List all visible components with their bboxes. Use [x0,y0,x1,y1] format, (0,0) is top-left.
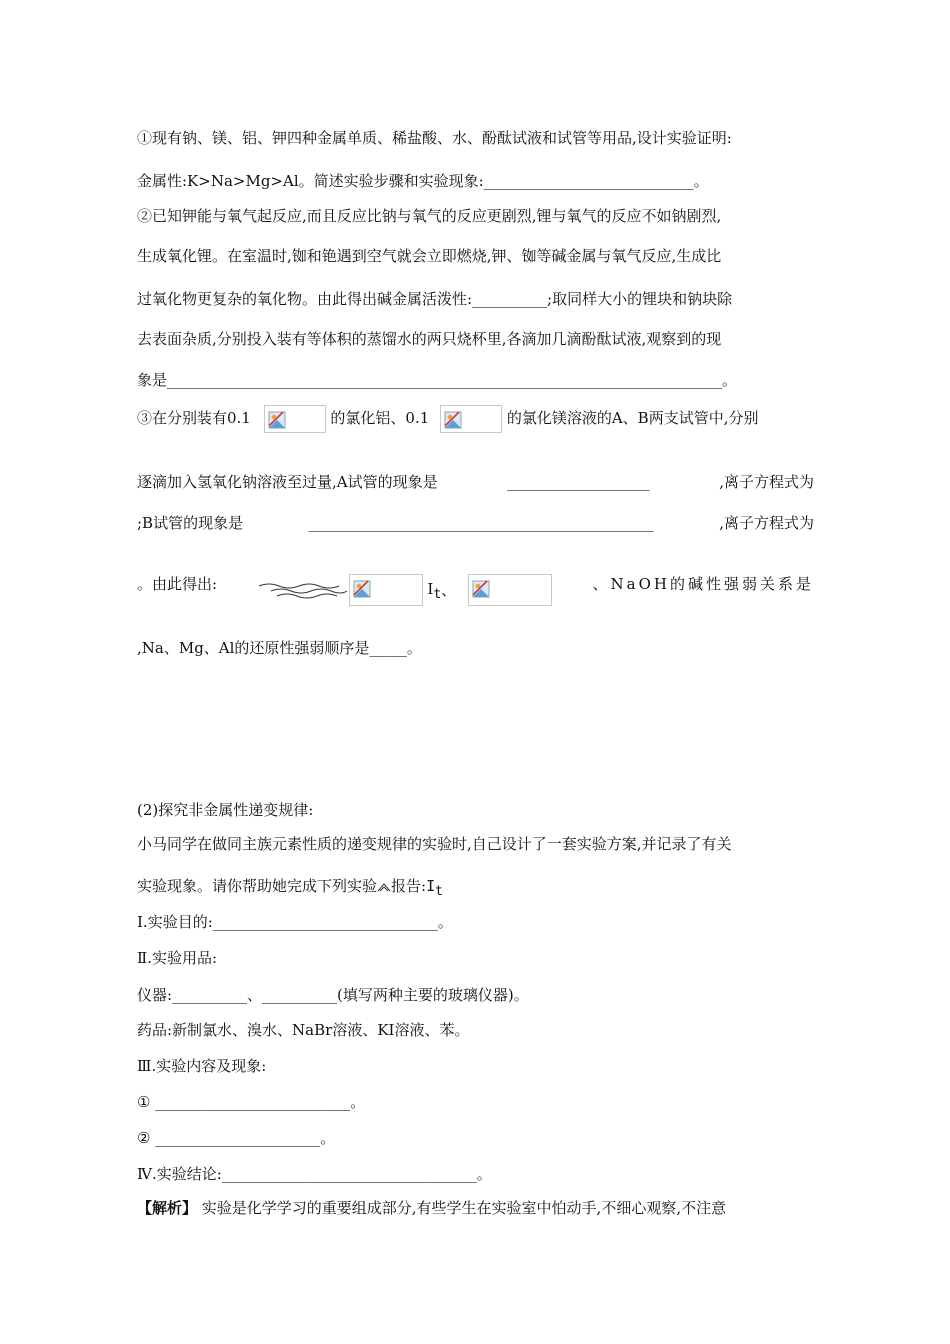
analysis-line [137,1198,726,1218]
q3-line4: 。由此得出: It 、 、NaOH的碱性强弱关系是 [137,574,814,606]
q3-text-a: ③在分别装有0.1 [137,409,251,427]
q2-line2: 生成氧化锂。在室温时,铷和铯遇到空气就会立即燃烧,钾、铷等碱金属与氧气反应,生成比 [137,247,722,265]
q3-line4-a: 。由此得出: [137,575,218,593]
q2-line4: 去表面杂质,分别投入装有等体积的蒸馏水的两只烧杯里,各滴加几滴酚酞试液,观察到的现 [137,330,722,348]
experiment-supplies: Ⅱ.实验用品: [137,949,218,967]
q3-line3 [137,513,814,533]
experiment-instruments: 仪器:__________、__________(填写两种主要的玻璃仪器)。 [137,986,529,1004]
experiment-conclusion: Ⅳ.实验结论:__________________________________。 [137,1165,492,1183]
intro-line2-a: 实验现象。请你帮助她完成下列实验 [137,877,378,895]
q3-line2-blank: ___________________ [507,473,650,491]
intro-line2: 实验现象。请你帮助她完成下列实验 报告:It [137,877,443,899]
q3-text-b: 的氯化铝、0.1 [330,409,430,427]
q3-line3-blank: ______________________________________________ [308,514,654,532]
experiment-reagents: 药品:新制氯水、溴水、NaBr溶液、KI溶液、苯。 [137,1021,470,1039]
q3-line1 [137,405,758,433]
broken-image-icon [264,405,326,433]
q3-line4-b: 、 [441,581,457,599]
intro-line2-b: 报告: [391,877,427,895]
broken-image-icon [349,574,423,606]
q2-line5: 象是__________________________________________________________________________。 [137,371,738,389]
q1-line1: ①现有钠、镁、铝、钾四种金属单质、稀盐酸、水、酚酞试液和试管等用品,设计实验证明: [137,129,732,147]
q3-line3-a: ;B试管的现象是 [137,514,244,532]
subscript-t: t [435,884,443,899]
caret-mark-icon [377,882,391,892]
q3-line2-b: ,离子方程式为 [719,473,814,491]
broken-image-icon [468,574,552,606]
q3-text-c: 的氯化镁溶液的A、B两支试管中,分别 [506,409,759,427]
broken-image-icon [440,405,502,433]
q3-line2 [137,472,814,492]
q3-line2-a: 逐滴加入氢氧化钠溶液至过量,A试管的现象是 [137,473,438,491]
q3-line3-b: ,离子方程式为 [719,514,814,532]
experiment-purpose: Ⅰ.实验目的:______________________________。 [137,913,453,931]
subscript-t: t [433,587,442,602]
q2-line3: 过氧化物更复杂的氧化物。由此得出碱金属活泼性:__________;取同样大小的锂块和钠块除 [137,290,733,308]
analysis-label: 【解析】 [137,1199,198,1217]
q3-line4-c: 、NaOH的碱性强弱关系是 [592,575,814,593]
q1-line2: 金属性:K>Na>Mg>Al。简述实验步骤和实验现象:____________________________。 [137,172,709,190]
q2-line1: ②已知钾能与氧气起反应,而且反应比钠与氧气的反应更剧烈,锂与氧气的反应不如钠剧烈, [137,207,722,225]
section-heading: (2)探究非金属性递变规律: [137,801,314,819]
analysis-text: 实验是化学学习的重要组成部分,有些学生在实验室中怕动手,不细心观察,不注意 [197,1199,727,1217]
intro-line1: 小马同学在做同主族元素性质的递变规律的实验时,自己设计了一套实验方案,并记录了有关 [137,835,732,853]
wavy-line-icon [257,580,349,600]
experiment-content: Ⅲ.实验内容及现象: [137,1057,267,1075]
content-item-1: ① __________________________。 [137,1093,366,1111]
q3-line5: ,Na、Mg、Al的还原性强弱顺序是_____。 [137,639,422,657]
content-item-2: ② ______________________。 [137,1129,336,1147]
